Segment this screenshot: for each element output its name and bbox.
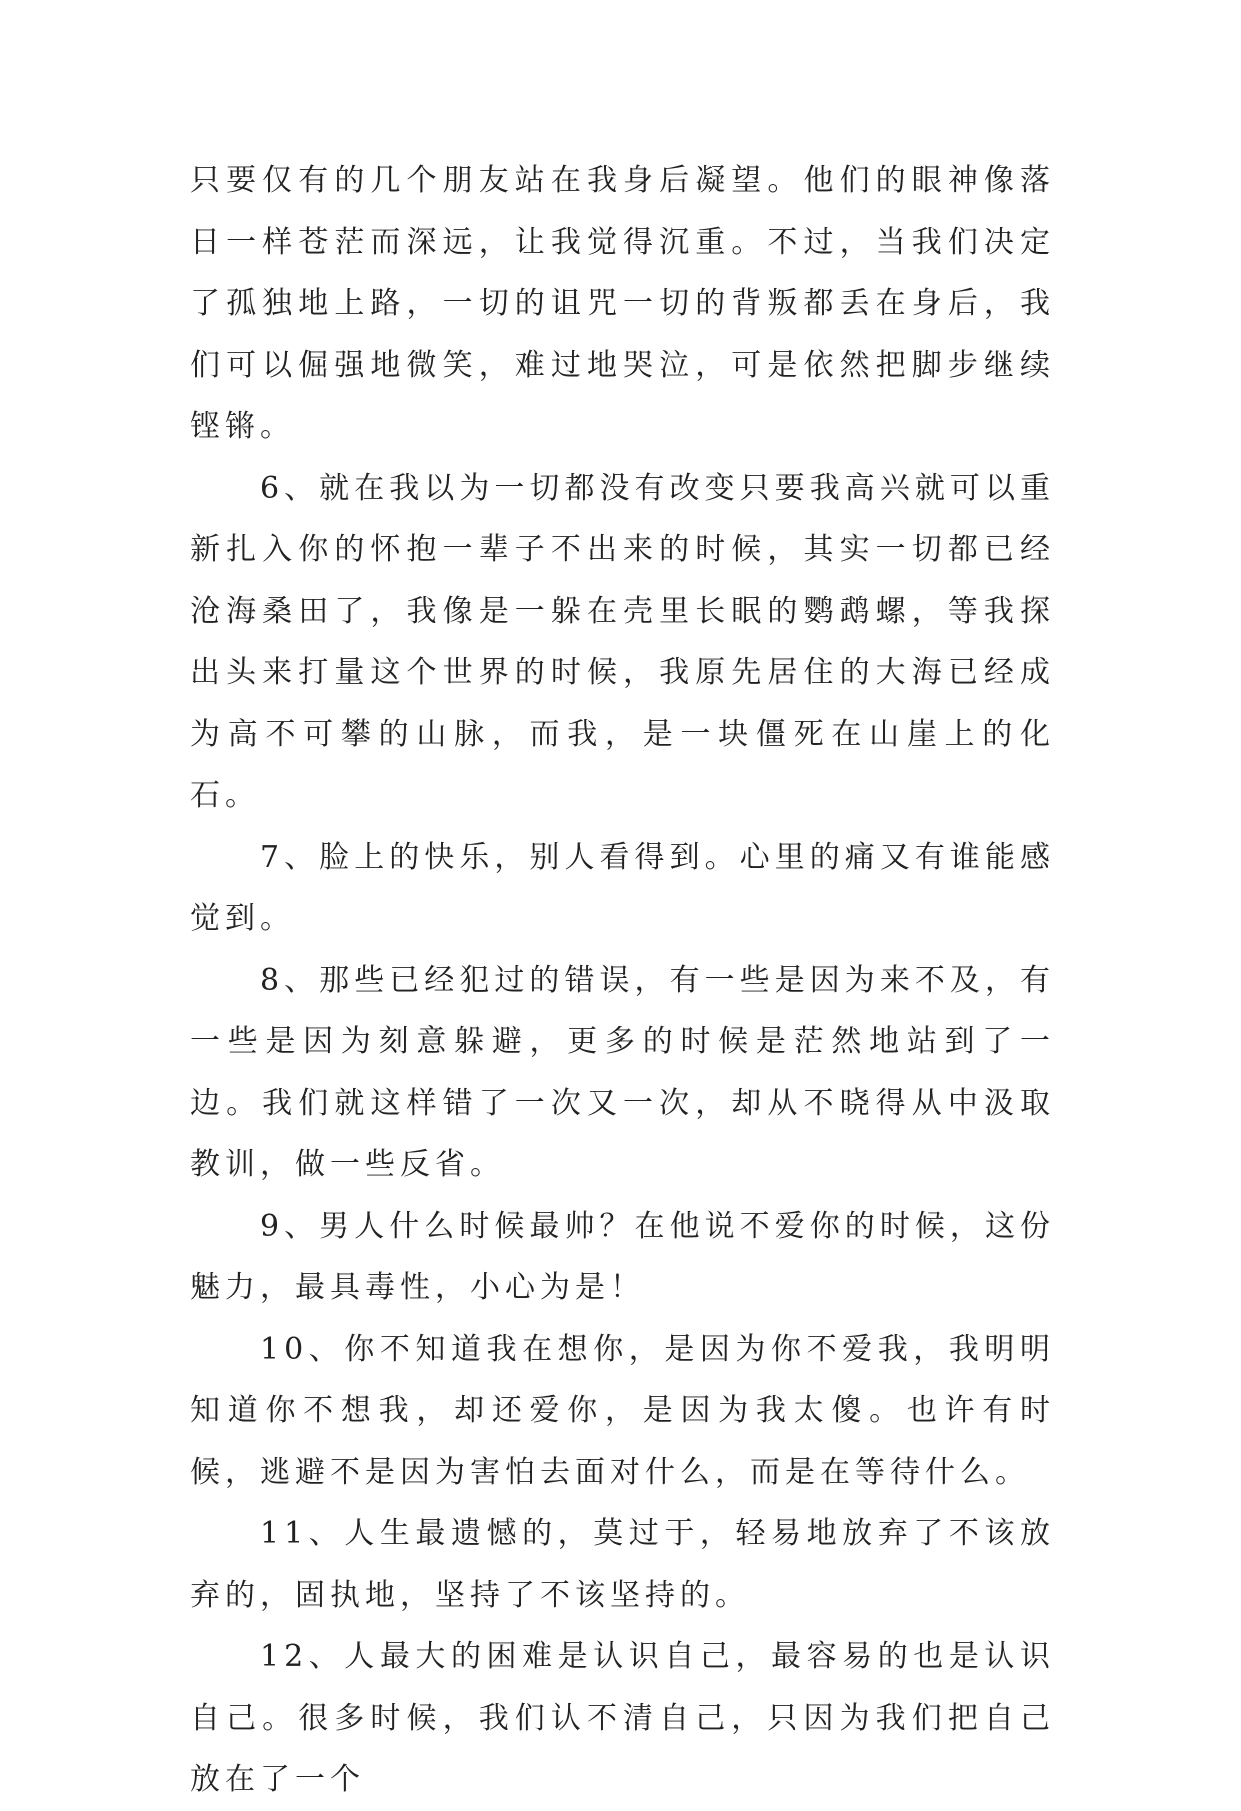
paragraph-item-6: 6、就在我以为一切都没有改变只要我高兴就可以重新扎入你的怀抱一辈子不出来的时候，其实一切都已经沧海桑田了，我像是一躲在壳里长眠的鹦鹉螺，等我探出头来打量这个世界的时候，我原先居住的大海已经成为高不可攀的山脉，而我，是一块僵死在山崖上的化石。 [190,470,1055,813]
document-body [190,150,1055,1811]
paragraph-continuation: 只要仅有的几个朋友站在我身后凝望。他们的眼神像落日一样苍茫而深远，让我觉得沉重。不过，当我们决定了孤独地上路，一切的诅咒一切的背叛都丢在身后，我们可以倔强地微笑，难过地哭泣，可是依然把脚步继续铿锵。 [190,163,1055,444]
paragraph-item-12: 12、人最大的困难是认识自己，最容易的也是认识自己。很多时候，我们认不清自己，只因为我们把自己放在了一个 [190,1639,1055,1797]
paragraph-item-8: 8、那些已经犯过的错误，有一些是因为来不及，有一些是因为刻意躲避，更多的时候是茫然地站到了一边。我们就这样错了一次又一次，却从不晓得从中汲取教训，做一些反省。 [190,962,1055,1182]
paragraph-item-9: 9、男人什么时候最帅？在他说不爱你的时候，这份魅力，最具毒性，小心为是！ [190,1208,1055,1305]
paragraph-item-11: 11、人生最遗憾的，莫过于，轻易地放弃了不该放弃的，固执地，坚持了不该坚持的。 [190,1516,1055,1613]
paragraph-item-7: 7、脸上的快乐，别人看得到。心里的痛又有谁能感觉到。 [190,839,1055,936]
paragraph-item-10: 10、你不知道我在想你，是因为你不爱我，我明明知道你不想我，却还爱你，是因为我太傻。也许有时候，逃避不是因为害怕去面对什么，而是在等待什么。 [190,1331,1055,1490]
